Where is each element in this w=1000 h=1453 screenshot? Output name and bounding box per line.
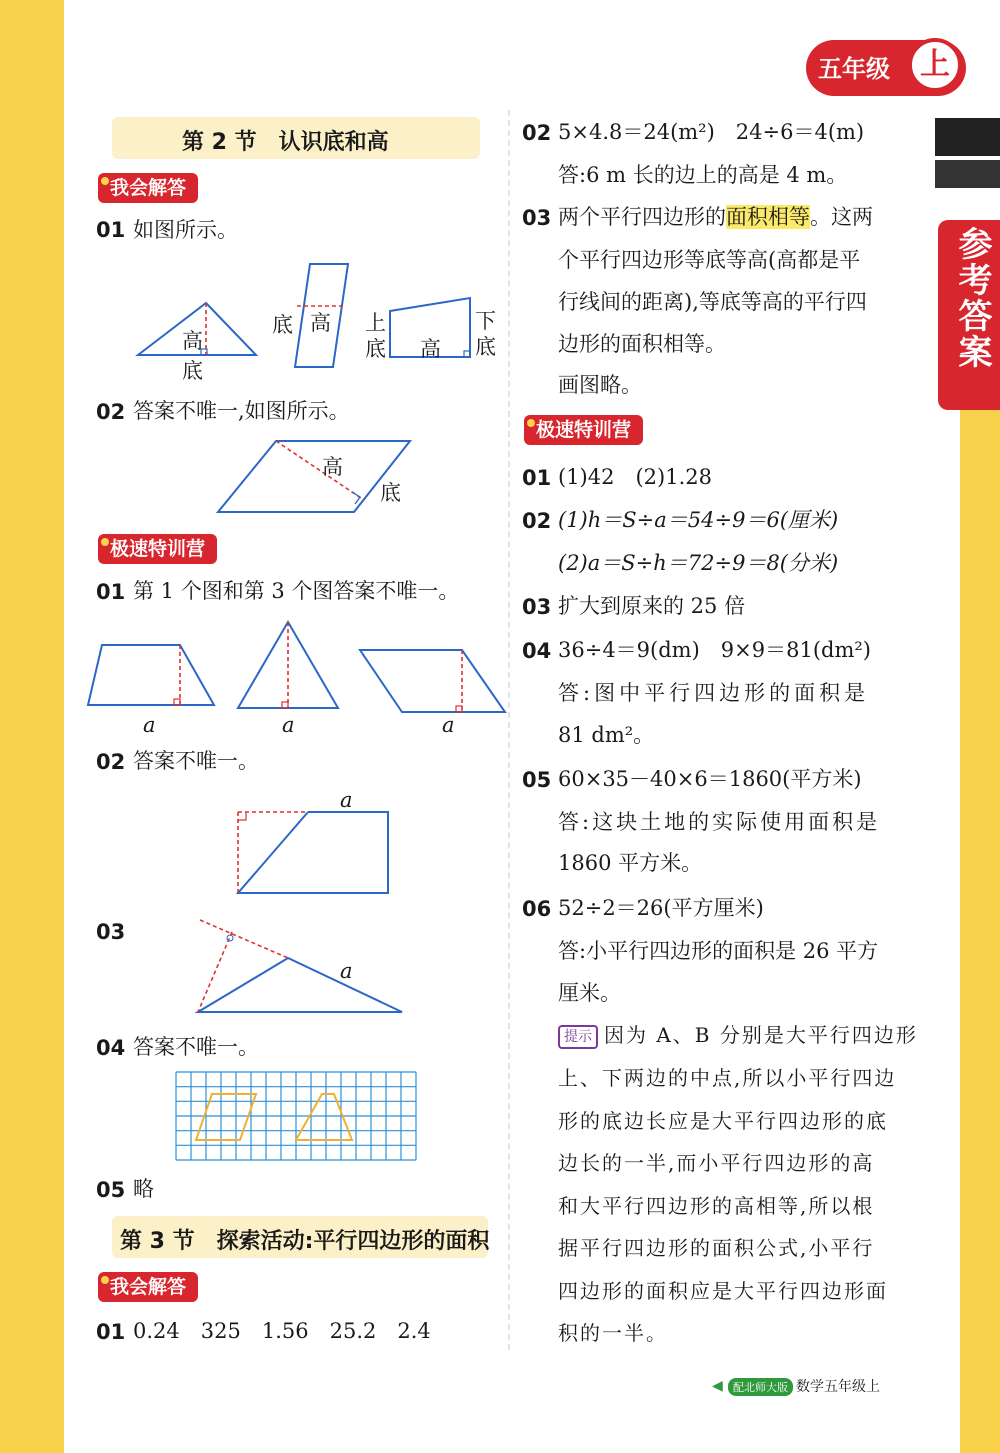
- t01-text: 第 1 个图和第 3 个图答案不唯一。: [133, 579, 460, 603]
- tag-answer-2: 我会解答: [98, 1272, 198, 1302]
- fig1-label: 底: [365, 337, 386, 361]
- fig1-label: 底: [272, 313, 293, 337]
- r03-num: 03: [522, 206, 552, 230]
- j06-line2: 答:小平行四边形的面积是 26 平方: [558, 939, 879, 963]
- j05-num: 05: [522, 768, 552, 792]
- t05-num: 05: [96, 1178, 126, 1202]
- hint-line: 据平行四边形的面积公式,小平行: [558, 1236, 875, 1260]
- r03-highlight: 面积相等: [726, 205, 810, 229]
- fig2-label: 底: [380, 481, 401, 505]
- r03-pre: 两个平行四边形的: [558, 205, 726, 229]
- footer-text: 数学五年级上: [796, 1379, 880, 1395]
- side-tab-label: 参考答案: [952, 226, 992, 370]
- base-label-a: a: [340, 959, 353, 983]
- hint-line: 边长的一半,而小平行四边形的高: [558, 1151, 875, 1175]
- hint-line: 和大平行四边形的高相等,所以根: [558, 1194, 875, 1218]
- fig1-label: 高: [310, 311, 331, 335]
- j06-line3: 厘米。: [558, 981, 621, 1005]
- j02-line2: (2)a＝S÷h＝72÷9＝8(分米): [558, 551, 839, 575]
- r03-line2: 个平行四边形等底等高(高都是平: [558, 248, 861, 272]
- r03-post: 。这两: [810, 205, 873, 229]
- j02-line1: (1)h＝S÷a＝54÷9＝6(厘米): [558, 508, 839, 532]
- hint-line: 上、下两边的中点,所以小平行四边: [558, 1066, 897, 1090]
- t02-num: 02: [96, 750, 126, 774]
- r03-line3: 行线间的距离),等底等高的平行四: [558, 290, 867, 314]
- hint-line: 四边形的面积应是大平行四边形面: [558, 1279, 888, 1303]
- t04-num: 04: [96, 1036, 126, 1060]
- j06-num: 06: [522, 897, 552, 921]
- base-label-a: a: [143, 713, 156, 737]
- tag-answer-1: 我会解答: [98, 173, 198, 203]
- t02-text: 答案不唯一。: [133, 749, 259, 773]
- tag-dot: [101, 1276, 109, 1284]
- r02-num: 02: [522, 121, 552, 145]
- q02-num: 02: [96, 400, 126, 424]
- r03-line1: [558, 202, 873, 232]
- tag-training-1: 极速特训营: [98, 534, 217, 564]
- r03-line4: 边形的面积相等。: [558, 332, 726, 356]
- j02-num: 02: [522, 509, 552, 533]
- footer-badge: 配北师大版: [728, 1378, 793, 1396]
- q01-num: 01: [96, 218, 126, 242]
- q02-text: 答案不唯一,如图所示。: [133, 399, 350, 423]
- t05-text: 略: [133, 1177, 154, 1201]
- fig2-label: 高: [322, 455, 343, 479]
- q01-text: 如图所示。: [133, 218, 238, 242]
- j05-line2: 答:这块土地的实际使用面积是: [558, 810, 881, 834]
- tag-training-2: 极速特训营: [524, 415, 643, 445]
- fig1-label: 下: [475, 309, 496, 333]
- t03-num: 03: [96, 920, 126, 944]
- base-label-a: a: [282, 713, 295, 737]
- j03-text: 扩大到原来的 25 倍: [558, 594, 746, 618]
- tag-dot: [527, 419, 535, 427]
- j04-line1: 36÷4＝9(dm) 9×9＝81(dm²): [558, 638, 871, 662]
- j06-line1: 52÷2＝26(平方厘米): [558, 896, 764, 920]
- base-label-a: a: [340, 788, 353, 812]
- footer-arrow-icon: ◀: [712, 1378, 723, 1394]
- grade-label: 五年级: [818, 55, 890, 83]
- j01-num: 01: [522, 466, 552, 490]
- fig1-label: 上: [365, 311, 386, 335]
- j01-text: (1)42 (2)1.28: [558, 465, 712, 489]
- hint-badge: 提示: [558, 1025, 598, 1049]
- fig1-label: 底: [475, 335, 496, 359]
- j04-line2: 答:图中平行四边形的面积是: [558, 681, 870, 705]
- j04-num: 04: [522, 639, 552, 663]
- j03-num: 03: [522, 595, 552, 619]
- volume-label: 上: [920, 47, 950, 82]
- r02-line2: 答:6 m 长的边上的高是 4 m。: [558, 163, 848, 187]
- j05-line1: 60×35－40×6＝1860(平方米): [558, 767, 862, 791]
- fig1-label: 高: [420, 337, 441, 361]
- section-3-title: 第 3 节 探索活动:平行四边形的面积: [120, 1229, 490, 1254]
- fig1-label: 高: [182, 329, 203, 353]
- base-label-a: a: [442, 713, 455, 737]
- t01-num: 01: [96, 580, 126, 604]
- j05-line3: 1860 平方米。: [558, 851, 703, 875]
- j04-line3: 81 dm²。: [558, 723, 655, 747]
- r03-line5: 画图略。: [558, 373, 642, 397]
- hint-line: 积的一半。: [558, 1321, 668, 1345]
- s3-01-num: 01: [96, 1320, 126, 1344]
- section-2-title: 第 2 节 认识底和高: [182, 130, 389, 155]
- t04-text: 答案不唯一。: [133, 1035, 259, 1059]
- fig1-label: 底: [182, 359, 203, 383]
- hint-line: 形的底边长应是大平行四边形的底: [558, 1109, 888, 1133]
- hint-line: 因为 A、B 分别是大平行四边形: [604, 1023, 918, 1047]
- r02-line1: 5×4.8＝24(m²) 24÷6＝4(m): [558, 120, 865, 144]
- s3-01-text: 0.24 325 1.56 25.2 2.4: [133, 1319, 431, 1343]
